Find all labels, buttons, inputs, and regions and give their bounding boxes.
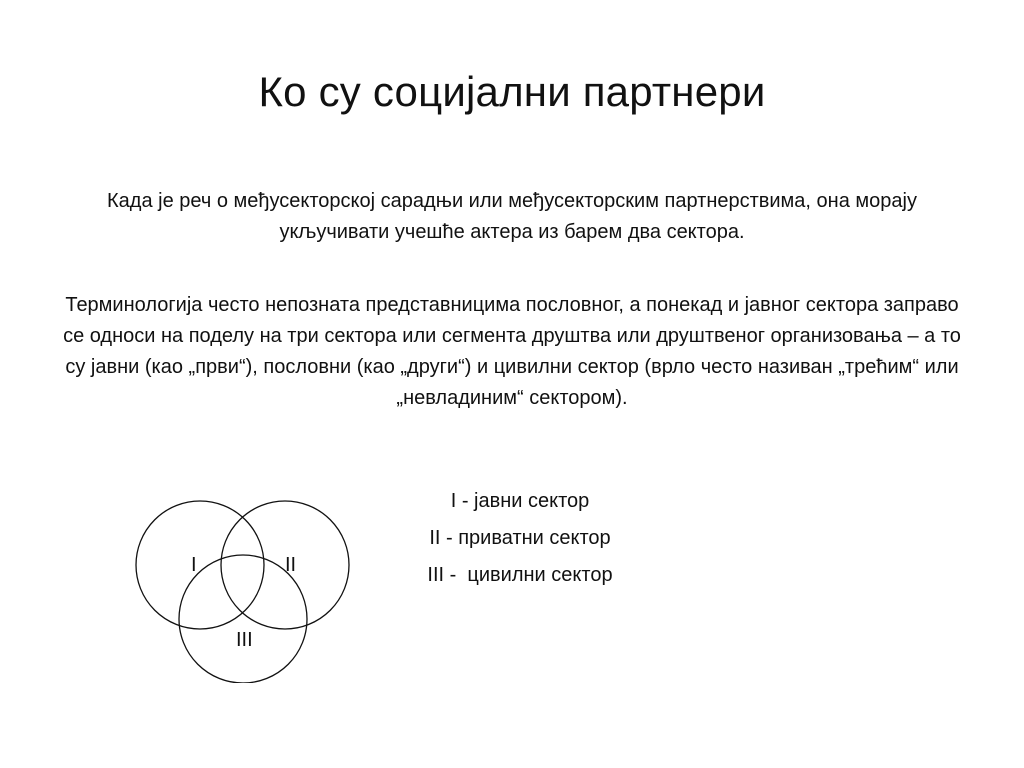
venn-label-1: I bbox=[191, 554, 197, 576]
legend-item-public: I - јавни сектор bbox=[450, 490, 590, 512]
slide-title: Ко су социјални партнери bbox=[258, 68, 766, 115]
legend-item-civil: III - цивилни сектор bbox=[427, 564, 613, 586]
paragraph-terminology: Терминологија често непозната представницима пословног, а понекад и јавног сектора заправо се односи на поделу на три сектора или сегмента друштва или друштвеног организовања – а то су јавни (као „први“), пословни (као „други“) и цивилни сектор (врло често називан „трећим“ или „невладиним“ сектором). bbox=[63, 294, 961, 409]
venn-diagram bbox=[130, 498, 360, 683]
venn-label-2: II bbox=[285, 554, 297, 576]
legend-item-private: II - приватни сектор bbox=[429, 527, 611, 549]
sector-legend bbox=[380, 486, 660, 597]
paragraph-intersectoral: Када је реч о међусекторској сарадњи или међусекторским партнерствима, она морају укључивати учешће актера из барем два сектора. bbox=[107, 190, 917, 243]
venn-label-3: III bbox=[236, 629, 253, 651]
venn-circle-1 bbox=[136, 501, 264, 629]
